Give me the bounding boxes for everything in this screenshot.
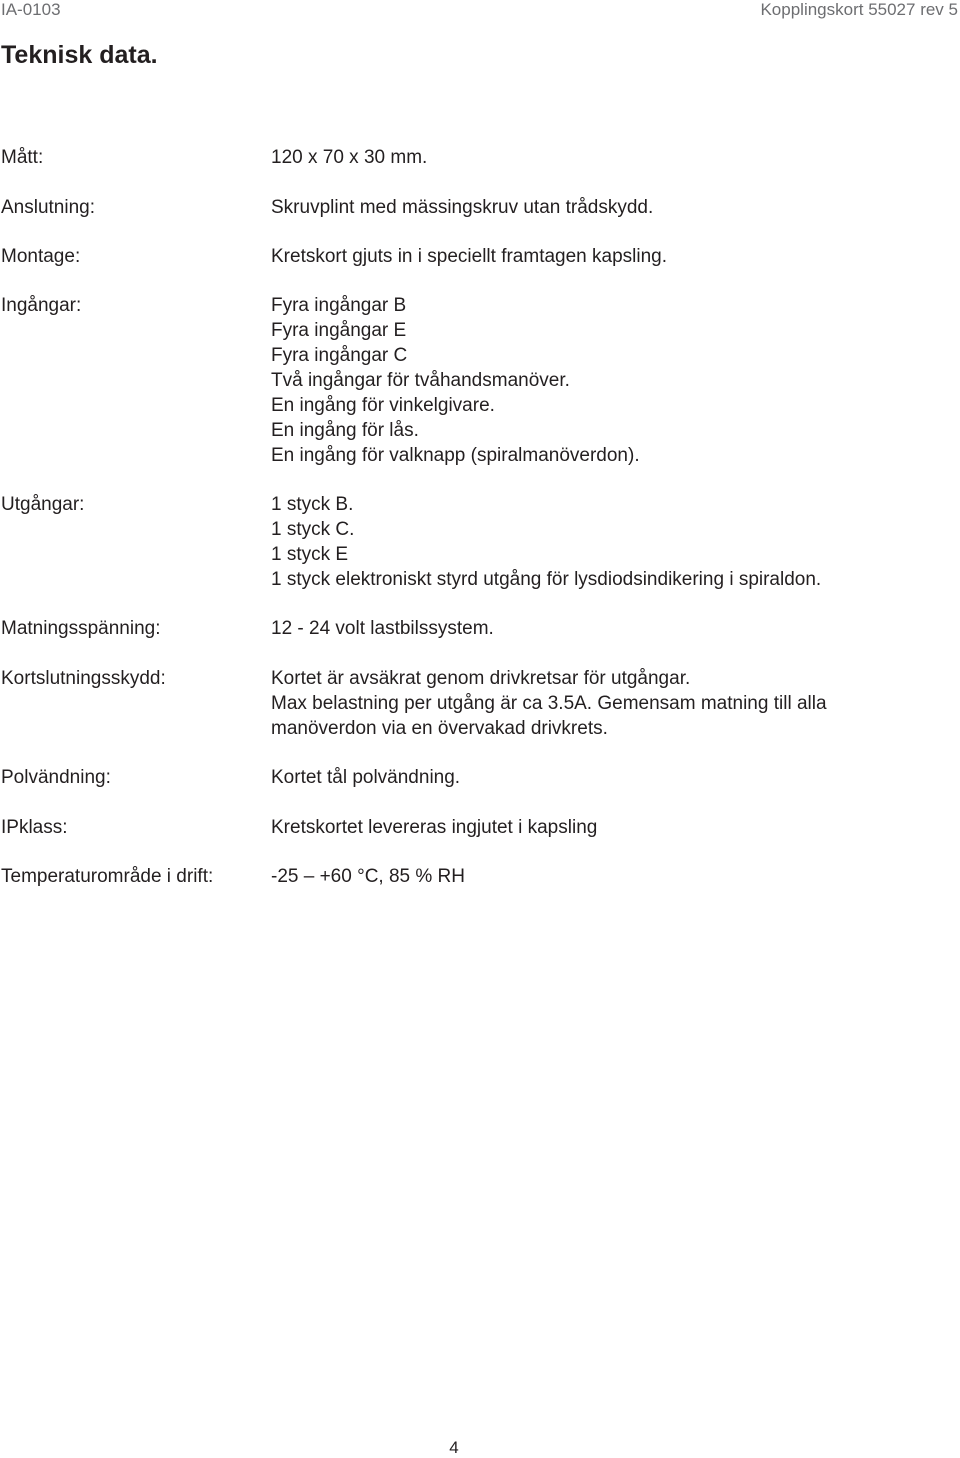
spec-label: Utgångar: (1, 494, 85, 515)
spec-line: Kortet är avsäkrat genom drivkretsar för utgångar. (271, 668, 691, 689)
spec-line: En ingång för vinkelgivare. (271, 395, 495, 416)
spec-label: Montage: (1, 246, 81, 267)
spec-line: 1 styck elektroniskt styrd utgång för lysdiodsindikering i spiraldon. (271, 569, 822, 590)
spec-line: 1 styck C. (271, 519, 355, 540)
document-id: IA-0103 (1, 0, 61, 19)
spec-line: 1 styck B. (271, 494, 354, 515)
spec-value (271, 765, 460, 790)
spec-line: Två ingångar för tvåhandsmanöver. (271, 370, 570, 391)
page-title: Teknisk data. (1, 41, 158, 69)
document-name: Kopplingskort 55027 rev 5 (760, 0, 958, 19)
spec-value (271, 492, 821, 592)
spec-line: 12 - 24 volt lastbilssystem. (271, 618, 494, 639)
page-number: 4 (449, 1438, 459, 1457)
spec-value (271, 666, 827, 741)
spec-line: Fyra ingångar E (271, 320, 407, 341)
spec-line: Kortet tål polvändning. (271, 767, 461, 788)
spec-line: Fyra ingångar B (271, 295, 407, 316)
spec-line: 120 x 70 x 30 mm. (271, 147, 428, 168)
spec-label: Kortslutningsskydd: (1, 668, 166, 689)
spec-label: Polvändning: (1, 767, 111, 788)
spec-line: Skruvplint med mässingskruv utan trådskydd. (271, 197, 654, 218)
spec-line: manöverdon via en övervakad drivkrets. (271, 718, 608, 739)
spec-label: Temperaturområde i drift: (1, 866, 214, 887)
spec-value (271, 616, 494, 641)
spec-value (271, 293, 640, 468)
spec-value (271, 244, 667, 269)
spec-label: IPklass: (1, 817, 68, 838)
spec-label: Anslutning: (1, 197, 96, 218)
spec-value (271, 815, 597, 840)
spec-line: Kretskortet levereras ingjutet i kapsling (271, 817, 598, 838)
spec-label: Matningsspänning: (1, 618, 161, 639)
spec-line: Max belastning per utgång är ca 3.5A. Gemensam matning till alla (271, 693, 827, 714)
spec-value (271, 864, 465, 889)
spec-label: Ingångar: (1, 295, 82, 316)
spec-line: En ingång för lås. (271, 420, 419, 441)
spec-line: -25 – +60 °C, 85 % RH (271, 866, 465, 887)
spec-label: Mått: (1, 147, 44, 168)
spec-line: 1 styck E (271, 544, 349, 565)
spec-line: Kretskort gjuts in i speciellt framtagen kapsling. (271, 246, 668, 267)
spec-value (271, 145, 427, 170)
spec-line: Fyra ingångar C (271, 345, 408, 366)
spec-line: En ingång för valknapp (spiralmanöverdon). (271, 445, 640, 466)
spec-value (271, 195, 653, 220)
